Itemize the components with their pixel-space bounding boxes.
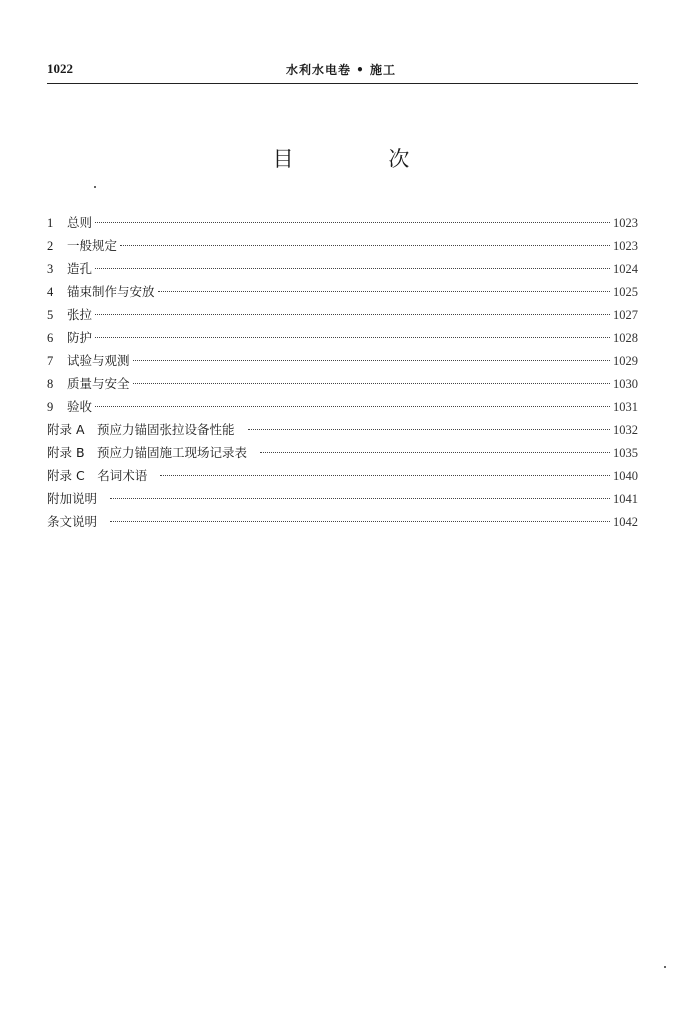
toc-leader-dots xyxy=(95,406,610,407)
toc-entry-page: 1031 xyxy=(613,400,638,414)
toc-leader-dots xyxy=(110,498,610,499)
toc-entry-page: 1023 xyxy=(613,239,638,253)
toc-entry[interactable] xyxy=(47,329,638,352)
toc-leader-dots xyxy=(248,429,610,430)
toc-entry-number: 2 xyxy=(47,239,54,253)
scan-speck xyxy=(664,966,666,968)
toc-leader-dots xyxy=(120,245,610,246)
toc-leader-dots xyxy=(158,291,610,292)
toc-entry-label: 总则 xyxy=(67,215,93,230)
toc-entry[interactable] xyxy=(47,260,638,283)
toc-entry-label: 防护 xyxy=(67,330,93,345)
toc-leader-dots xyxy=(133,360,610,361)
toc-entry[interactable] xyxy=(47,306,638,329)
header-rule xyxy=(47,83,638,84)
toc-leader-dots xyxy=(133,383,610,384)
toc-entry-page: 1023 xyxy=(613,216,638,230)
toc-entry-page: 1040 xyxy=(613,469,638,483)
toc-entry-number: 1 xyxy=(47,216,54,230)
toc-entry-page: 1029 xyxy=(613,354,638,368)
toc-entry[interactable] xyxy=(47,237,638,260)
running-head: 水利水电卷 • 施工 xyxy=(285,63,397,77)
toc-entry[interactable] xyxy=(47,283,638,306)
toc-entry-number: 4 xyxy=(47,285,54,299)
toc-entry-label: 附录 B 预应力锚固施工现场记录表 xyxy=(47,445,248,460)
toc-entry[interactable] xyxy=(47,398,638,421)
toc-entry-number: 6 xyxy=(47,331,54,345)
toc-entry[interactable] xyxy=(47,467,638,490)
toc-entry-label: 附加说明 xyxy=(47,491,98,506)
toc-entry[interactable] xyxy=(47,490,638,513)
toc-entry-label: 条文说明 xyxy=(47,514,98,529)
toc-entry-label: 附录 C 名词术语 xyxy=(47,468,148,483)
toc-entry-label: 锚束制作与安放 xyxy=(67,284,155,299)
toc-entry-page: 1042 xyxy=(613,515,638,529)
toc-entry-page: 1032 xyxy=(613,423,638,437)
toc-entry-number: 8 xyxy=(47,377,54,391)
toc-entry-label: 造孔 xyxy=(67,261,93,276)
toc-leader-dots xyxy=(95,337,610,338)
toc-entry-page: 1027 xyxy=(613,308,638,322)
toc-list xyxy=(47,214,638,536)
toc-entry-page: 1028 xyxy=(613,331,638,345)
toc-entry-page: 1035 xyxy=(613,446,638,460)
toc-entry-label: 质量与安全 xyxy=(67,376,130,391)
scan-speck xyxy=(94,186,96,188)
toc-entry[interactable] xyxy=(47,214,638,237)
toc-leader-dots xyxy=(95,314,610,315)
toc-entry[interactable] xyxy=(47,444,638,467)
toc-entry-label: 附录 A 预应力锚固张拉设备性能 xyxy=(47,422,235,437)
toc-entry-label: 一般规定 xyxy=(67,238,118,253)
toc-entry-page: 1030 xyxy=(613,377,638,391)
toc-entry[interactable] xyxy=(47,421,638,444)
toc-entry-number: 5 xyxy=(47,308,54,322)
toc-entry-number: 7 xyxy=(47,354,54,368)
toc-leader-dots xyxy=(95,222,610,223)
toc-entry[interactable] xyxy=(47,513,638,536)
toc-entry-label: 张拉 xyxy=(67,307,93,322)
toc-leader-dots xyxy=(110,521,610,522)
toc-leader-dots xyxy=(160,475,610,476)
page-number: 1022 xyxy=(47,61,73,76)
toc-entry-page: 1025 xyxy=(613,285,638,299)
toc-entry-label: 试验与观测 xyxy=(67,353,130,368)
toc-leader-dots xyxy=(95,268,610,269)
toc-entry-number: 9 xyxy=(47,400,54,414)
toc-entry-page: 1024 xyxy=(613,262,638,276)
toc-entry-number: 3 xyxy=(47,262,54,276)
toc-entry-page: 1041 xyxy=(613,492,638,506)
toc-entry-label: 验收 xyxy=(67,399,93,414)
toc-entry[interactable] xyxy=(47,352,638,375)
toc-title: 目 次 xyxy=(272,147,454,171)
toc-entry[interactable] xyxy=(47,375,638,398)
toc-leader-dots xyxy=(260,452,610,453)
